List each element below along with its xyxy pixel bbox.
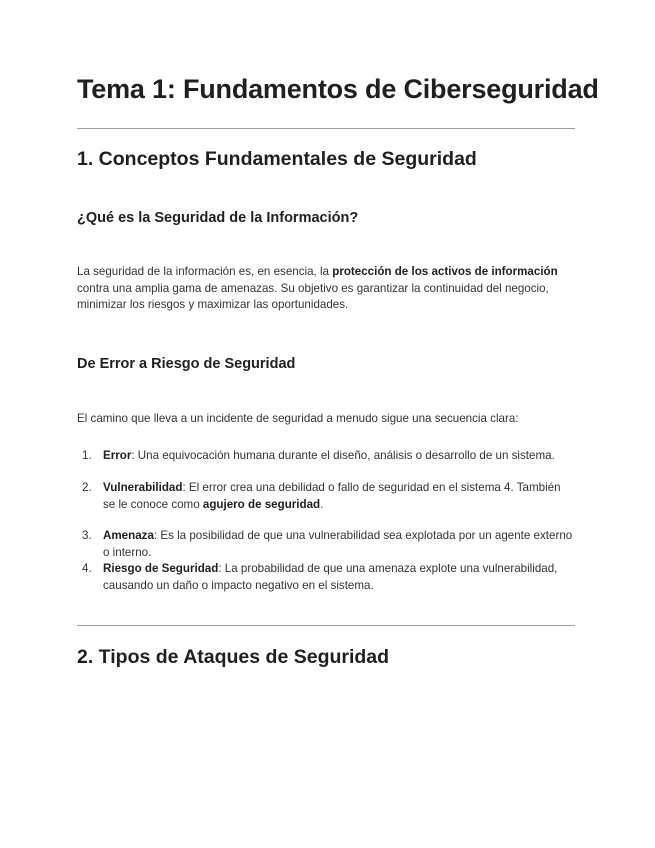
list-item-number: 4. bbox=[82, 562, 92, 575]
section-heading-conceptos: 1. Conceptos Fundamentales de Seguridad bbox=[77, 148, 477, 170]
list-item-term: agujero de seguridad bbox=[202, 497, 321, 511]
list-item-term: Amenaza bbox=[103, 529, 154, 542]
list-item-text: : Es la posibilidad de que una vulnerabilidad sea explotada por un agente externo o interno. bbox=[103, 529, 573, 559]
list-item-text: . bbox=[320, 497, 324, 511]
list-item-text: : La probabilidad de que una amenaza explote una vulnerabilidad, causando un daño o impacto negativo en el sistema. bbox=[103, 562, 558, 592]
list-item-number: 1. bbox=[82, 449, 92, 462]
section-divider bbox=[77, 128, 575, 129]
subsection-heading-seguridad-informacion: ¿Qué es la Seguridad de la Información? bbox=[77, 210, 359, 226]
section-heading-tipos-ataques: 2. Tipos de Ataques de Seguridad bbox=[77, 646, 390, 668]
paragraph-text: contra una amplia gama de amenazas. Su objetivo es garantizar la continuidad del negocio, minimizar los riesgos y maximizar las oportunidades. bbox=[77, 281, 549, 311]
subsection-heading-error-riesgo: De Error a Riesgo de Seguridad bbox=[77, 356, 296, 372]
document-title: Tema 1: Fundamentos de Ciberseguridad bbox=[77, 74, 599, 104]
list-item-term: Vulnerabilidad bbox=[103, 481, 183, 494]
list-item bbox=[77, 480, 575, 513]
list-item-number: 3. bbox=[82, 529, 92, 542]
paragraph-intro-secuencia: El camino que lleva a un incidente de seguridad a menudo sigue una secuencia clara: bbox=[77, 412, 519, 425]
list-item bbox=[77, 528, 575, 561]
list-item-term: Error bbox=[103, 449, 132, 462]
paragraph-text: La seguridad de la información es, en esencia, la bbox=[77, 265, 333, 278]
list-item-number: 2. bbox=[82, 481, 92, 494]
list-item bbox=[77, 448, 575, 465]
section-divider bbox=[77, 625, 575, 626]
list-item-term: Riesgo de Seguridad bbox=[103, 562, 219, 575]
list-item bbox=[77, 561, 575, 594]
paragraph-seguridad-informacion bbox=[77, 264, 575, 314]
list-item-text: : Una equivocación humana durante el diseño, análisis o desarrollo de un sistema. bbox=[131, 449, 555, 462]
list-item-text: : El error crea una debilidad o fallo de seguridad en el sistema 4. También se le conoce como bbox=[103, 481, 561, 511]
paragraph-bold-text: protección de los activos de información bbox=[332, 265, 558, 278]
